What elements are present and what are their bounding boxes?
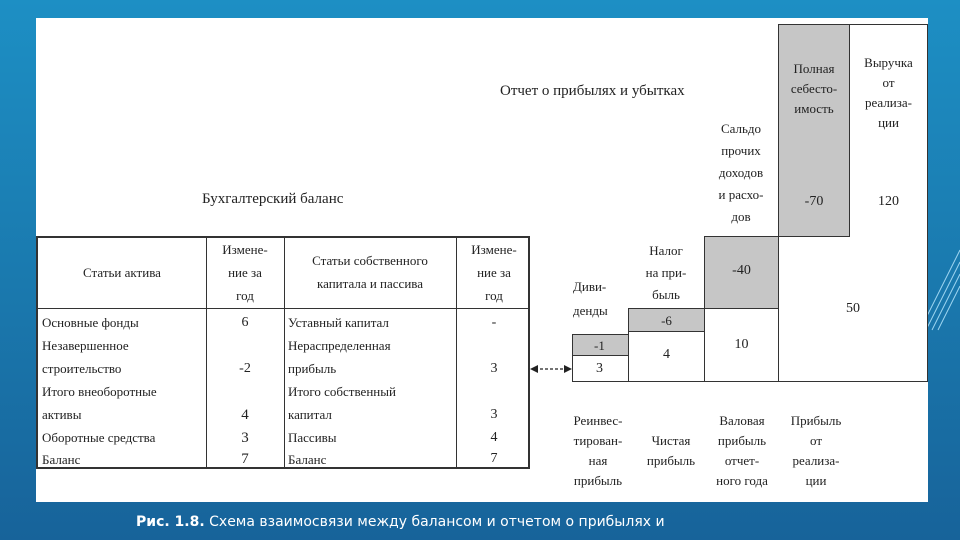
full-cost-label-1: Полная — [793, 61, 835, 76]
tax-label-1: Налог — [649, 243, 683, 258]
sales-profit-label-1: Прибыль — [790, 413, 842, 428]
net-profit-label-1: Чистая — [651, 433, 691, 448]
other-balance-label-5: дов — [731, 209, 751, 224]
header-liabilities-1: Статьи собственного — [312, 253, 428, 268]
tax-label-2: на при- — [645, 265, 687, 280]
asset-construction-2: строительство — [42, 361, 122, 376]
tax-label-3: быль — [652, 287, 680, 302]
other-balance-label-3: доходов — [718, 165, 764, 180]
liab-liabilities: Пассивы — [288, 430, 337, 445]
liab-charter-value: - — [491, 315, 497, 330]
asset-fixed: Основные фонды — [42, 315, 139, 330]
header-liabilities-2: капитала и пассива — [316, 276, 424, 291]
balance-table — [36, 236, 530, 469]
net-value: 3 — [596, 361, 603, 376]
revenue-label-1: Выручка — [864, 55, 913, 70]
report-title: Отчет о прибылях и убытках — [500, 83, 685, 99]
sales-profit-label-2: от — [809, 433, 822, 448]
liab-liabilities-value: 4 — [490, 430, 498, 445]
revenue-label-4: ции — [878, 115, 899, 130]
reinvest-label-3: ная — [588, 453, 608, 468]
liab-retained-1: Нераспределенная — [288, 338, 391, 353]
asset-fixed-value: 6 — [241, 315, 249, 330]
liab-equity-2: капитал — [288, 407, 332, 422]
asset-balance: Баланс — [42, 452, 81, 467]
revenue-label-3: реализа- — [865, 95, 912, 110]
liab-balance: Баланс — [288, 452, 327, 467]
reinvest-label-2: тирован- — [573, 433, 623, 448]
liab-charter: Уставный капитал — [288, 315, 389, 330]
full-cost-value: -70 — [804, 194, 824, 209]
asset-current-value: 3 — [241, 430, 249, 446]
header-assets: Статьи актива — [83, 265, 161, 280]
asset-noncurrent-value: 4 — [241, 407, 249, 423]
figure-caption — [136, 514, 665, 530]
asset-noncurrent-2: активы — [42, 407, 82, 422]
liab-equity-1: Итого собственный — [288, 384, 396, 399]
gross-profit-value: 10 — [734, 337, 749, 352]
liab-equity-value: 3 — [490, 407, 498, 422]
liab-balance-value: 7 — [490, 451, 498, 466]
asset-current: Оборотные средства — [42, 430, 156, 445]
caption-text: Схема взаимосвязи между балансом и отчетом о прибылях и — [204, 514, 665, 530]
header-assets-change-1: Измене- — [222, 242, 268, 257]
balance-title: Бухгалтерский баланс — [202, 191, 344, 207]
asset-noncurrent-1: Итого внеоборотные — [42, 384, 157, 399]
asset-construction-1: Незавершенное — [42, 338, 129, 353]
revenue-label-2: от — [882, 75, 895, 90]
net-profit-label-2: прибыль — [646, 453, 696, 468]
header-liab-change-1: Измене- — [471, 242, 517, 257]
dividends-value: -6 — [661, 313, 672, 328]
asset-construction-value: -2 — [239, 361, 251, 376]
other-balance-label-2: прочих — [721, 143, 761, 158]
gross-profit-label-4: ного года — [716, 473, 768, 488]
header-liab-change-3: год — [485, 288, 503, 303]
tax-value: -40 — [732, 263, 751, 278]
reinvest-label-1: Реинвес- — [573, 413, 623, 428]
link-arrow-icon — [530, 360, 572, 378]
header-assets-change-2: ние за — [228, 265, 262, 280]
other-balance-label-4: и расхо- — [718, 187, 764, 202]
gross-profit-label-1: Валовая — [719, 413, 765, 428]
caption-number: Рис. 1.8. — [136, 514, 205, 530]
figure-sheet — [36, 18, 928, 502]
reinvest-value: -1 — [594, 338, 605, 353]
dividends-label-1: Диви- — [573, 279, 607, 294]
other-balance-label-1: Сальдо — [720, 121, 762, 136]
sales-profit-value: 50 — [846, 301, 860, 316]
asset-balance-value: 7 — [241, 451, 249, 467]
liab-retained-2: прибыль — [288, 361, 337, 376]
header-assets-change-3: год — [236, 288, 254, 303]
net-profit-value: 4 — [663, 347, 670, 362]
gross-profit-label-2: прибыль — [717, 433, 767, 448]
header-liab-change-2: ние за — [477, 265, 511, 280]
liab-retained-value: 3 — [490, 361, 498, 376]
sales-profit-label-3: реализа- — [792, 453, 840, 468]
revenue-value: 120 — [878, 194, 899, 209]
full-cost-label-2: себесто- — [790, 81, 838, 96]
sales-profit-label-4: ции — [805, 473, 827, 488]
gross-profit-label-3: отчет- — [724, 453, 760, 468]
reinvest-label-4: прибыль — [573, 473, 623, 488]
full-cost-label-3: имость — [794, 101, 834, 116]
dividends-label-2: денды — [573, 303, 608, 318]
